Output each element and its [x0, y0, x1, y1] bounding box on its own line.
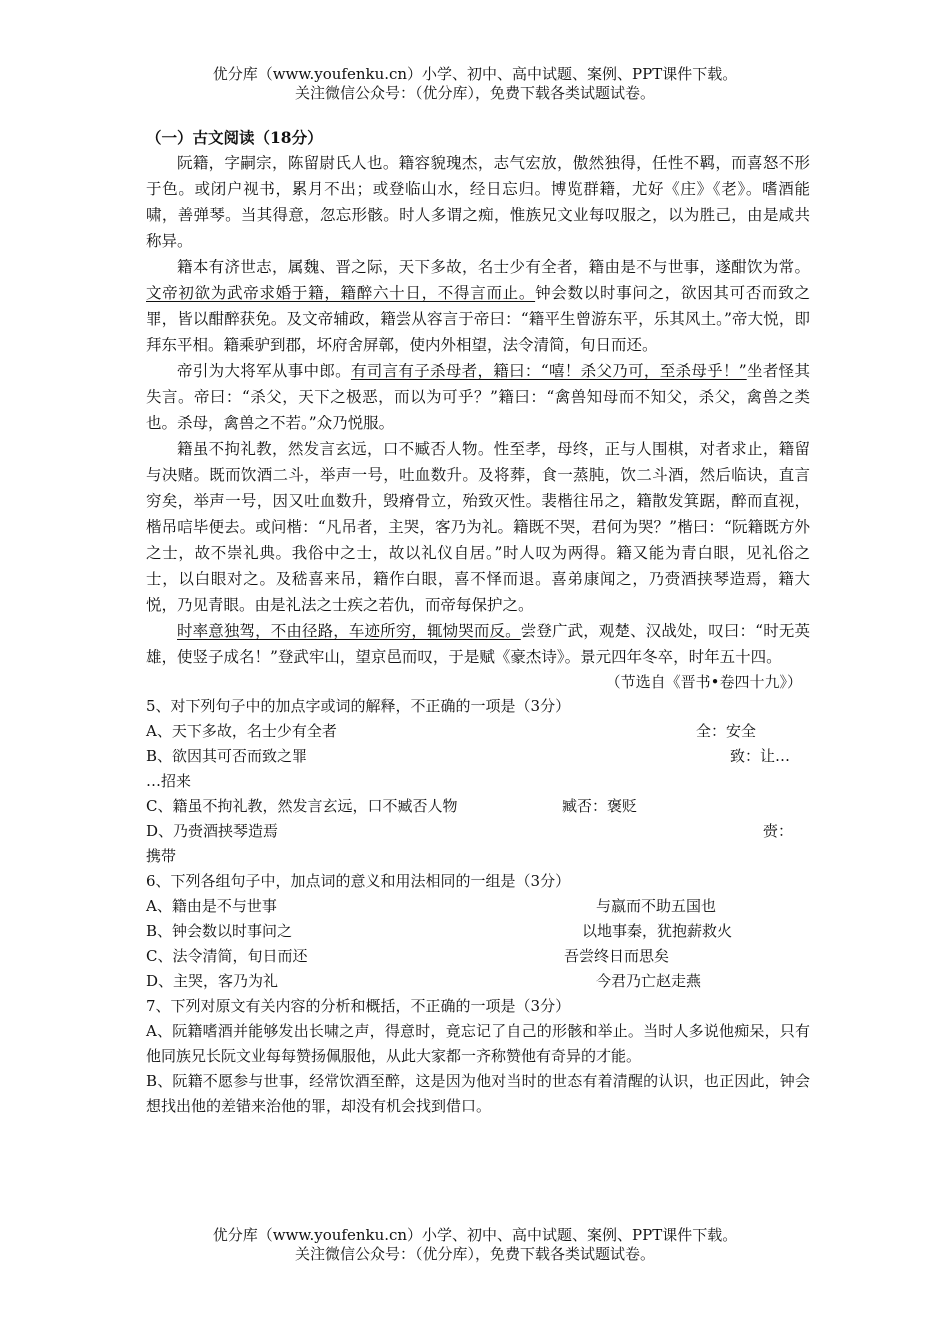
header-line-2: 关注微信公众号：（优分库），免费下载各类试题试卷。 — [294, 84, 655, 102]
q7-option-b: B、阮籍不愿参与世事，经常饮酒至醉，这是因为他对当时的世态有着清醒的认识，也正因此，钟会想找出他的差错来治他的罪，却没有机会找到借口。 — [146, 1072, 810, 1115]
q6-c-text: C、法令清简，旬日而还 — [146, 947, 308, 965]
q5-b-text: B、欲因其可否而致之罪 — [146, 747, 308, 765]
footer-line-1: 优分库（www.youfenku.cn）小学、初中、高中试题、案例、PPT课件下载。 — [212, 1226, 738, 1244]
q5-option-d-continued: 携带 — [146, 847, 177, 865]
p5-text-b: 尝登广武，观楚、汉战处，叹曰：“时无英雄，使竖子成名！”登武牢山，望京邑而叹，于是赋《豪杰诗》。景元四年冬卒，时年五十四。 — [146, 622, 810, 666]
q6-option-c — [146, 944, 810, 969]
p3-text-a: 帝引为大将军从事中郎。 — [177, 362, 351, 380]
header-line-1: 优分库（www.youfenku.cn）小学、初中、高中试题、案例、PPT课件下载。 — [212, 65, 738, 83]
q5-b-gloss: 致：让… — [730, 747, 791, 765]
page-footer — [0, 1226, 950, 1264]
q5-a-gloss: 全：安全 — [696, 722, 757, 740]
q6-option-b — [146, 919, 810, 944]
passage-paragraph-1: 阮籍，字嗣宗，陈留尉氏人也。籍容貌瑰杰，志气宏放，傲然独得，任性不羁，而喜怒不形于色。或闭户视书，累月不出；或登临山水，经日忘归。博览群籍，尤好《庄》《老》。嗜酒能啸，善弹琴。当其得意，忽忘形骸。时人多谓之痴，惟族兄文业每叹服之，以为胜己，由是咸共称异。 — [146, 154, 810, 250]
passage-paragraph-5 — [146, 618, 810, 670]
p2-text-b: 钟会数以时事问之，欲因其可否而致之罪，皆以酣醉获免。及文帝辅政，籍尝从容言于帝曰：“籍平生曾游东平，乐其风土。”帝大悦，即拜东平相。籍乘驴到郡，坏府舍屏鄣，使内外相望，法令清简，旬日而还。 — [146, 284, 810, 354]
q6-b-text: B、钟会数以时事问之 — [146, 922, 293, 940]
document-body — [146, 126, 810, 1119]
q7-option-a: A、阮籍嗜酒并能够发出长啸之声，得意时，竟忘记了自己的形骸和举止。当时人多说他痴呆，只有他同族兄长阮文业每每赞扬佩服他，从此大家都一齐称赞他有奇异的才能。 — [146, 1022, 810, 1065]
question-5-stem: 5、对下列句子中的加点字或词的解释，不正确的一项是（3分） — [146, 697, 571, 715]
p3-text-b: 坐者怪其失言。帝曰：“杀父，天下之极恶，而以为可乎？”籍曰：“禽兽知母而不知父，杀父，禽兽之类也。杀母，禽兽之不若。”众乃悦服。 — [146, 362, 810, 432]
p2-underlined-sentence: 文帝初欲为武帝求婚于籍，籍醉六十日，不得言而止。 — [146, 284, 536, 302]
passage-paragraph-3 — [146, 358, 810, 436]
passage-paragraph-2 — [146, 254, 810, 358]
passage-paragraph-4: 籍虽不拘礼教，然发言玄远，口不臧否人物。性至孝，母终，正与人围棋，对者求止，籍留与决赌。既而饮酒二斗，举声一号，吐血数升。及将葬，食一蒸肫，饮二斗酒，然后临诀，直言穷矣，举声一号，因又吐血数升，毁瘠骨立，殆致灭性。裴楷往吊之，籍散发箕踞，醉而直视，楷吊唁毕便去。或问楷：“凡吊者，主哭，客乃为礼。籍既不哭，君何为哭？”楷曰：“阮籍既方外之士，故不崇礼典。我俗中之士，故以礼仪自居。”时人叹为两得。籍又能为青白眼，见礼俗之士，以白眼对之。及嵇喜来吊，籍作白眼，喜不怿而退。喜弟康闻之，乃赍酒挟琴造焉，籍大悦，乃见青眼。由是礼法之士疾之若仇，而帝每保护之。 — [146, 440, 810, 614]
question-6-stem: 6、下列各组句子中，加点词的意义和用法相同的一组是（3分） — [146, 872, 571, 890]
q6-c-pair: 吾尝终日而思矣 — [564, 947, 670, 965]
q6-d-text: D、主哭，客乃为礼 — [146, 972, 279, 990]
footer-line-2: 关注微信公众号：（优分库），免费下载各类试题试卷。 — [294, 1245, 655, 1263]
q5-option-a — [146, 719, 810, 744]
q6-a-pair: 与嬴而不助五国也 — [596, 897, 717, 915]
q5-option-b — [146, 744, 810, 769]
p3-underlined-sentence: 有司言有子杀母者，籍曰：“嘻！杀父乃可，至杀母乎！” — [350, 362, 747, 380]
q5-d-gloss: 赍： — [763, 822, 794, 840]
q5-a-text: A、天下多故，名士少有全者 — [146, 722, 337, 740]
q6-option-d — [146, 969, 810, 994]
p2-text-a: 籍本有济世志，属魏、晋之际，天下多故，名士少有全者，籍由是不与世事，遂酣饮为常。 — [177, 258, 810, 276]
section-title: （一）古文阅读（18分） — [146, 128, 323, 147]
q6-d-pair: 今君乃亡赵走燕 — [596, 972, 702, 990]
passage-source: （节选自《晋书•卷四十九》） — [605, 673, 802, 691]
q6-option-a — [146, 894, 810, 919]
q5-option-b-continued: …招来 — [146, 772, 192, 790]
page-header — [0, 65, 950, 103]
q5-option-c — [146, 794, 810, 819]
q5-d-text: D、乃赍酒挟琴造焉 — [146, 822, 279, 840]
q5-c-gloss: 臧否：褒贬 — [562, 797, 638, 815]
q5-c-text: C、籍虽不拘礼教，然发言玄远，口不臧否人物 — [146, 797, 458, 815]
q6-a-text: A、籍由是不与世事 — [146, 897, 277, 915]
question-7-stem: 7、下列对原文有关内容的分析和概括，不正确的一项是（3分） — [146, 997, 571, 1015]
q6-b-pair: 以地事秦，犹抱薪救火 — [582, 922, 733, 940]
q5-option-d — [146, 819, 810, 844]
p5-underlined-sentence: 时率意独驾，不由径路，车迹所穷，辄恸哭而反。 — [177, 622, 521, 640]
